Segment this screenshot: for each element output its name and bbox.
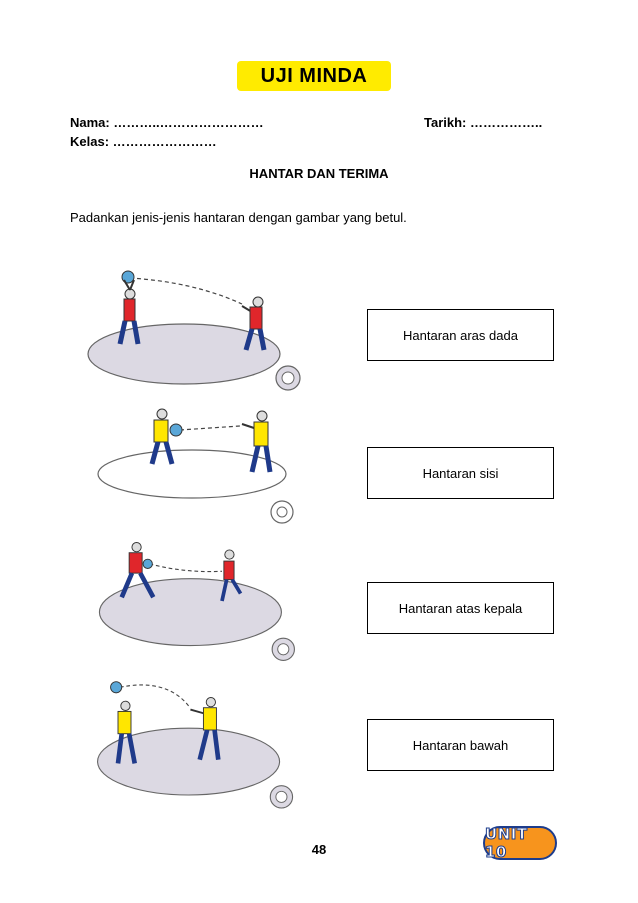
instruction-text: Padankan jenis-jenis hantaran dengan gambar yang betul. xyxy=(70,210,407,225)
answer-label: Hantaran atas kepala xyxy=(398,600,523,616)
overhead-pass-illustration xyxy=(84,262,308,392)
ball xyxy=(170,424,182,436)
court-oval xyxy=(98,728,280,795)
answer-box-overhead-pass[interactable] xyxy=(367,582,554,634)
answer-label: Hantaran bawah xyxy=(412,737,509,753)
answer-box-side-pass[interactable] xyxy=(367,447,554,499)
chest-pass-illustration xyxy=(84,402,308,532)
answer-box-chest-pass[interactable] xyxy=(367,309,554,361)
unit-badge-label: UNIT 10 xyxy=(485,825,528,861)
underarm-pass-illustration xyxy=(84,678,308,808)
side-pass-illustration xyxy=(84,536,308,666)
answer-label: Hantaran sisi xyxy=(422,465,499,481)
title-highlight xyxy=(237,61,391,91)
answer-box-underarm-pass[interactable] xyxy=(367,719,554,771)
page-title: UJI MINDA xyxy=(260,64,368,87)
ball xyxy=(111,682,122,693)
pass-path xyxy=(120,685,189,706)
pass-path xyxy=(180,426,240,430)
name-field: Nama: ………..…………………… xyxy=(70,115,264,130)
pass-path xyxy=(130,278,242,304)
class-field: Kelas: …………………… xyxy=(70,134,217,149)
section-heading: HANTAR DAN TERIMA xyxy=(249,166,389,181)
pass-path xyxy=(150,564,222,572)
page-number: 48 xyxy=(311,842,327,857)
unit-badge xyxy=(483,826,557,860)
answer-label: Hantaran aras dada xyxy=(403,327,518,343)
ball xyxy=(143,559,152,568)
date-field: Tarikh: …………….. xyxy=(424,115,543,130)
